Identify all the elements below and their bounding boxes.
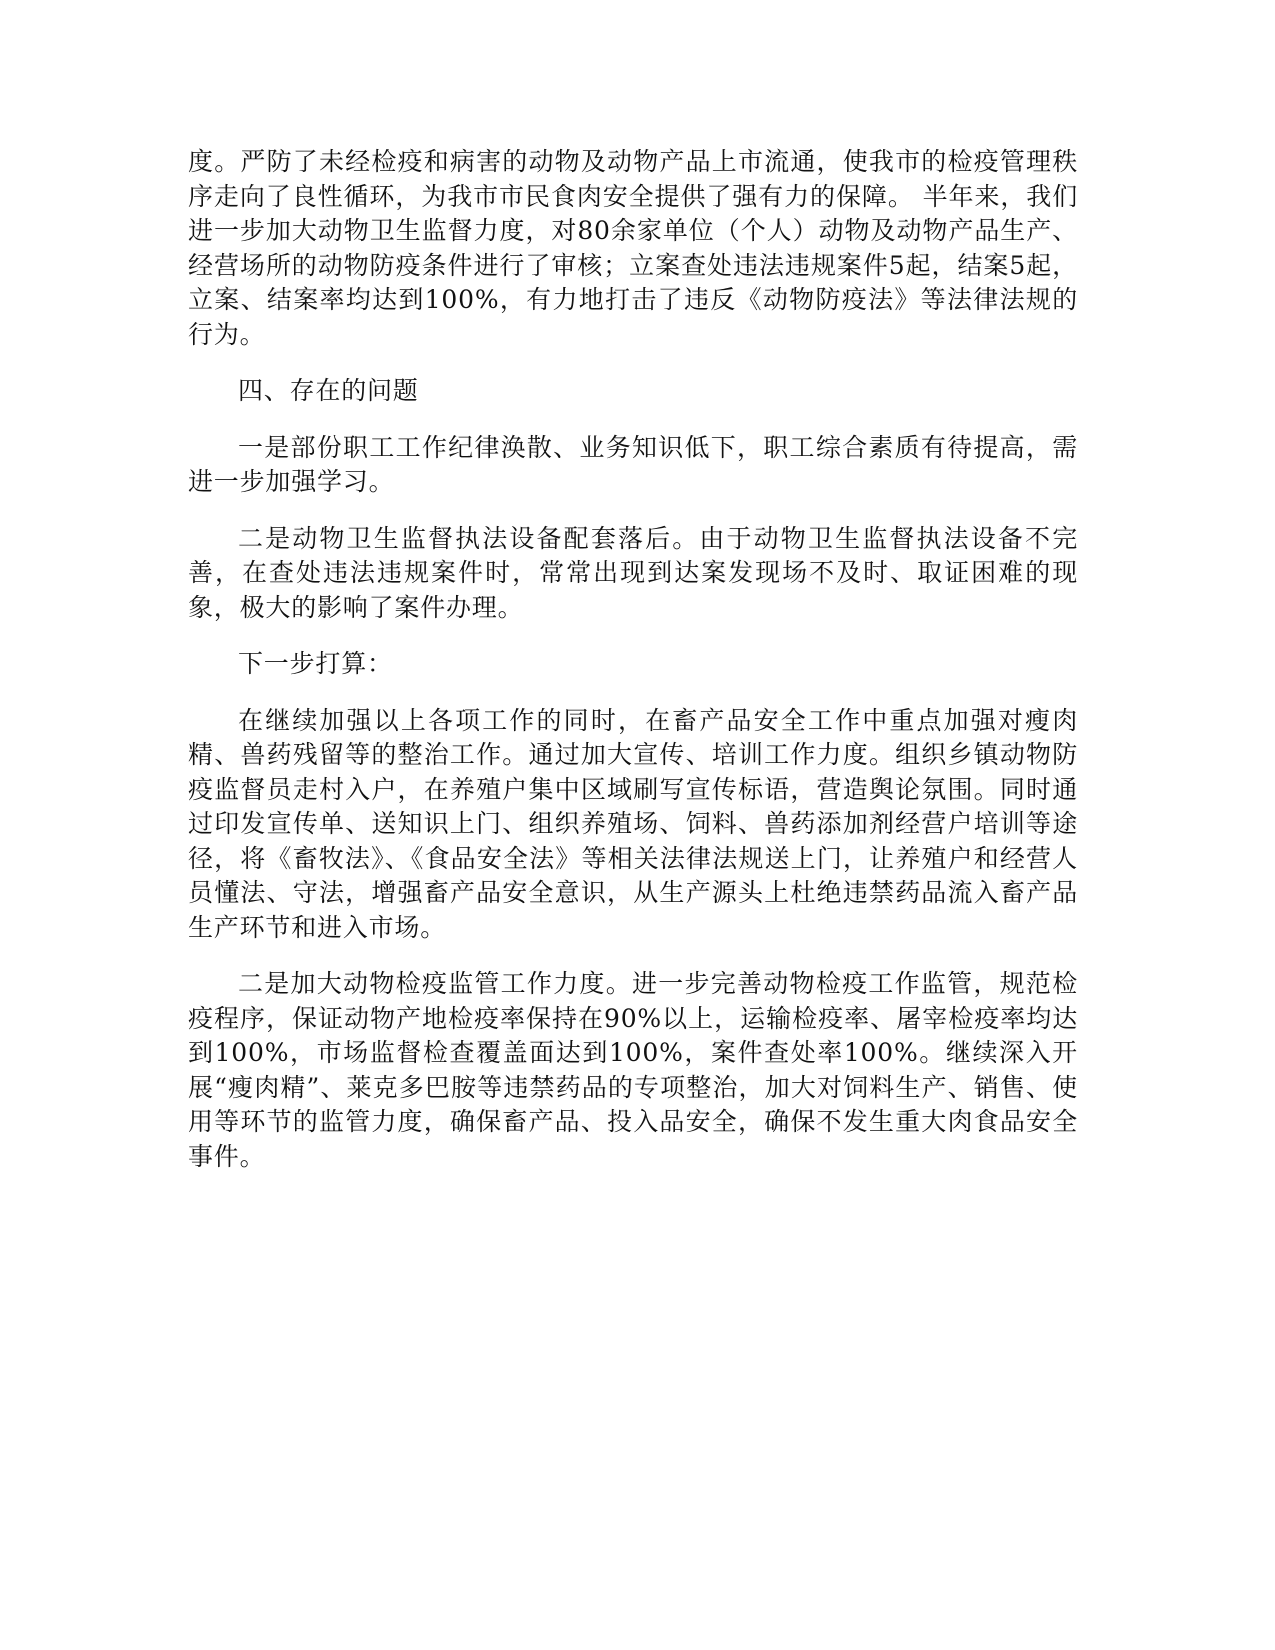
paragraph-plan-one: 在继续加强以上各项工作的同时，在畜产品安全工作中重点加强对瘦肉精、兽药残留等的整治工作。通过加大宣传、培训工作力度。组织乡镇动物防疫监督员走村入户，在养殖户集中区域刷写宣传标语，营造舆论氛围。同时通过印发宣传单、送知识上门、组织养殖场、饲料、兽药添加剂经营户培训等途径，将《畜牧法》、《食品安全法》等相关法律法规送上门，让养殖户和经营人员懂法、守法，增强畜产品安全意识，从生产源头上杜绝违禁药品流入畜产品生产环节和进入市场。: [188, 705, 1078, 942]
document-page: [188, 145, 1078, 1196]
paragraph-continuation: 度。严防了未经检疫和病害的动物及动物产品上市流通，使我市的检疫管理秩序走向了良性循环，为我市市民食肉安全提供了强有力的保障。 半年来，我们进一步加大动物卫生监督力度，对80余家单位（个人）动物及动物产品生产、经营场所的动物防疫条件进行了审核；立案查处违法违规案件5起，结案5起，立案、结案率均达到100%，有力地打击了违反《动物防疫法》等法律法规的行为。: [188, 147, 1078, 349]
section-heading-next-steps: 下一步打算：: [238, 649, 393, 678]
paragraph-problem-one: 一是部份职工工作纪律涣散、业务知识低下，职工综合素质有待提高，需进一步加强学习。: [188, 432, 1078, 496]
section-heading-problems: 四、存在的问题: [238, 376, 419, 405]
paragraph-plan-two: 二是加大动物检疫监管工作力度。进一步完善动物检疫工作监管，规范检疫程序，保证动物产地检疫率保持在90%以上，运输检疫率、屠宰检疫率均达到100%，市场监督检查覆盖面达到100%，案件查处率100%。继续深入开展“瘦肉精”、莱克多巴胺等违禁药品的专项整治，加大对饲料生产、销售、使用等环节的监管力度，确保畜产品、投入品安全，确保不发生重大肉食品安全事件。: [188, 969, 1078, 1171]
paragraph-problem-two: 二是动物卫生监督执法设备配套落后。由于动物卫生监督执法设备不完善，在查处违法违规案件时，常常出现到达案发现场不及时、取证困难的现象，极大的影响了案件办理。: [188, 523, 1078, 622]
